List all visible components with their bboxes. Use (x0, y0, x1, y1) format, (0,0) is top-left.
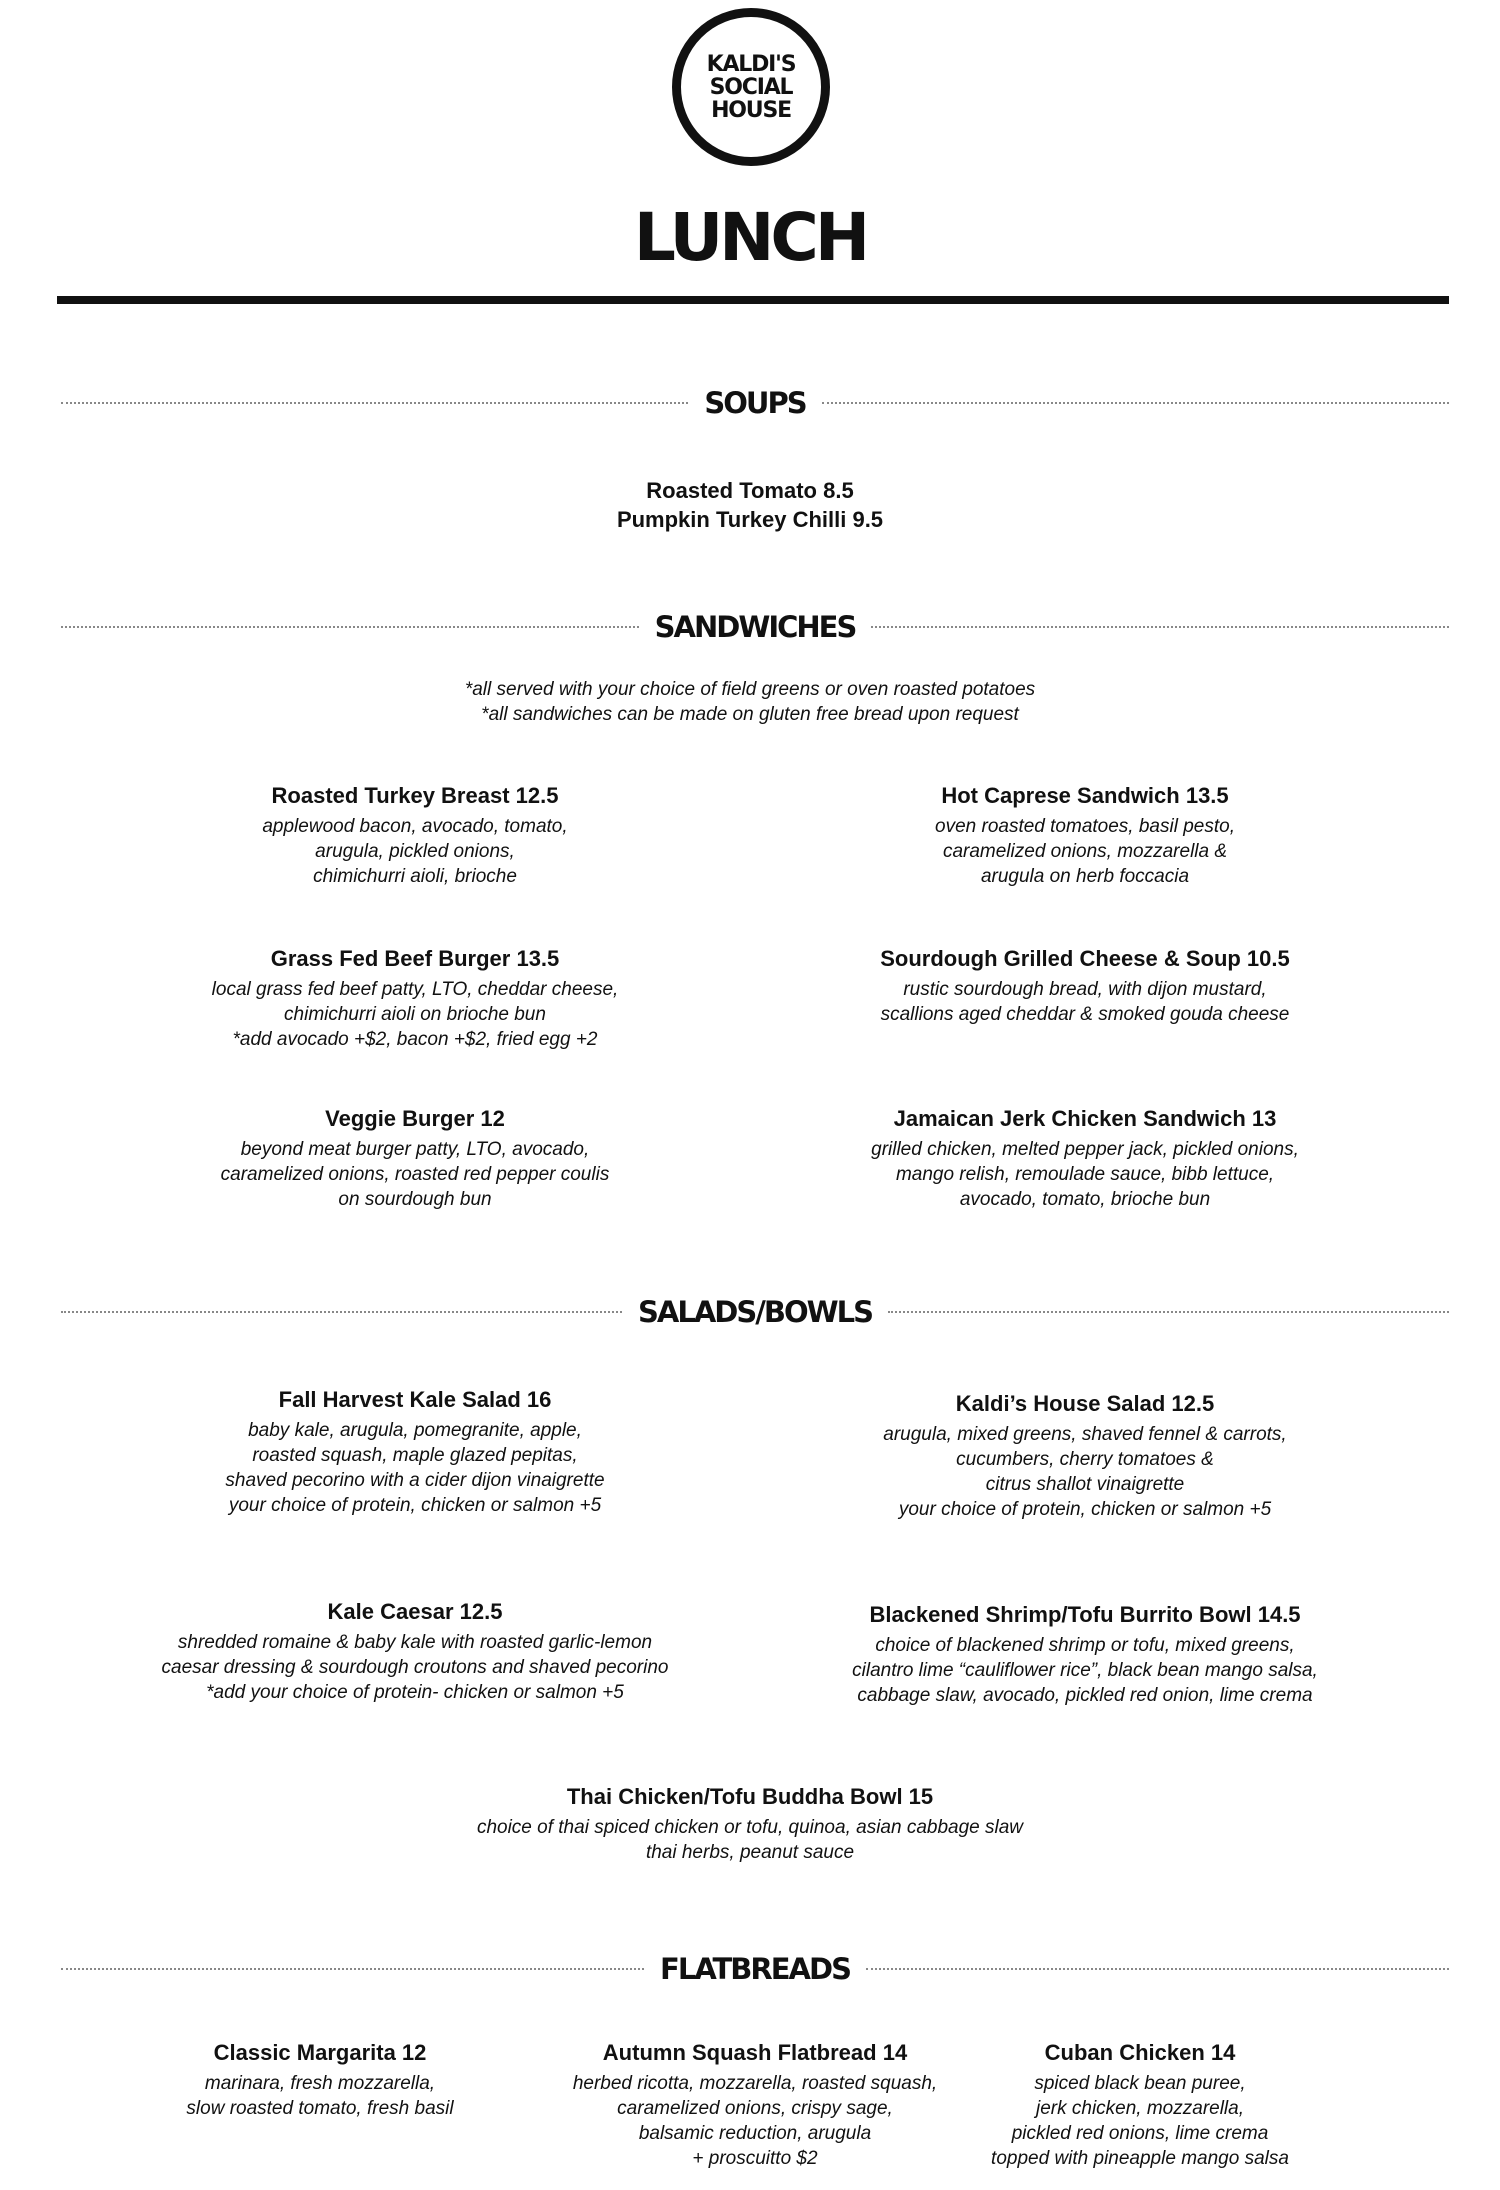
menu-item-name: Veggie Burger 12 (325, 1106, 505, 1131)
menu-item-name: Grass Fed Beef Burger 13.5 (270, 946, 560, 971)
dotted-rule (822, 402, 1449, 404)
menu-item-description: shredded romaine & baby kale with roasted garlic-lemon caesar dressing & sourdough croutons and shaved pecorino *add your choice of protein- chicken or salmon +5 (161, 1632, 669, 1703)
section-title-salads: SALADS/BOWLS (638, 1295, 872, 1329)
menu-item (785, 781, 1385, 889)
page-title: LUNCH (633, 199, 867, 276)
dotted-rule (871, 626, 1449, 628)
menu-item-description: applewood bacon, avocado, tomato, arugula, pickled onions, chimichurri aioli, brioche (262, 816, 568, 887)
dotted-rule (61, 626, 639, 628)
menu-item (560, 2038, 950, 2171)
menu-item (785, 1104, 1385, 1212)
soup-item: Pumpkin Turkey Chilli 9.5 (616, 507, 884, 532)
section-header-sandwiches (61, 607, 1449, 647)
menu-item-name: Roasted Turkey Breast 12.5 (271, 783, 559, 808)
logo-line-2: SOCIAL (709, 74, 793, 100)
dotted-rule (61, 1968, 644, 1970)
menu-item (115, 781, 715, 889)
sandwiches-note: *all served with your choice of field greens or oven roasted potatoes *all sandwiches can be made on gluten free bread upon request (464, 679, 1036, 725)
section-header-salads (61, 1292, 1449, 1332)
restaurant-logo (672, 8, 830, 166)
menu-item-description: arugula, mixed greens, shaved fennel & carrots, cucumbers, cherry tomatoes & citrus shallot vinaigrette your choice of protein, chicken or salmon +5 (883, 1424, 1287, 1520)
menu-item (115, 1597, 715, 1705)
menu-item (980, 2038, 1300, 2171)
menu-item-name: Blackened Shrimp/Tofu Burrito Bowl 14.5 (869, 1602, 1301, 1627)
menu-item-description: oven roasted tomatoes, basil pesto, caramelized onions, mozzarella & arugula on herb foccacia (935, 816, 1235, 887)
menu-item-name: Thai Chicken/Tofu Buddha Bowl 15 (566, 1784, 934, 1809)
menu-item-name: Classic Margarita 12 (213, 2040, 427, 2065)
menu-item-description: rustic sourdough bread, with dijon mustard, scallions aged cheddar & smoked gouda cheese (880, 979, 1290, 1025)
dotted-rule (61, 402, 688, 404)
menu-item-name: Cuban Chicken 14 (1044, 2040, 1236, 2065)
menu-item-description: spiced black bean puree, jerk chicken, mozzarella, pickled red onions, lime crema topped with pineapple mango salsa (991, 2073, 1289, 2169)
menu-item (115, 944, 715, 1052)
menu-item (115, 1104, 715, 1212)
logo-line-3: HOUSE (711, 97, 791, 123)
title-divider (57, 296, 1449, 304)
menu-item-description: marinara, fresh mozzarella, slow roasted tomato, fresh basil (186, 2073, 454, 2119)
menu-item-name: Autumn Squash Flatbread 14 (602, 2040, 908, 2065)
menu-item (785, 1389, 1385, 1522)
menu-item-description: choice of blackened shrimp or tofu, mixed greens, cilantro lime “cauliflower rice”, black bean mango salsa, cabbage slaw, avocado, pickled red onion, lime crema (852, 1635, 1318, 1706)
menu-item-description: grilled chicken, melted pepper jack, pickled onions, mango relish, remoulade sauce, bibb lettuce, avocado, tomato, brioche bun (871, 1139, 1299, 1210)
menu-item-name: Sourdough Grilled Cheese & Soup 10.5 (880, 946, 1290, 971)
logo-line-1: KALDI'S (706, 51, 796, 77)
section-header-soups (61, 383, 1449, 423)
dotted-rule (61, 1311, 622, 1313)
section-title-flatbreads: FLATBREADS (660, 1952, 850, 1986)
section-title-soups: SOUPS (704, 386, 806, 420)
menu-item-name: Hot Caprese Sandwich 13.5 (941, 783, 1229, 808)
menu-item-description: local grass fed beef patty, LTO, cheddar cheese, chimichurri aioli on brioche bun *add avocado +$2, bacon +$2, fried egg +2 (211, 979, 619, 1050)
menu-item-name: Kaldi’s House Salad 12.5 (955, 1391, 1215, 1416)
section-header-flatbreads (61, 1949, 1449, 1989)
menu-item-name: Kale Caesar 12.5 (327, 1599, 503, 1624)
menu-item (400, 1782, 1100, 1865)
soup-item: Roasted Tomato 8.5 (646, 478, 854, 503)
menu-item (785, 944, 1385, 1027)
menu-item-description: beyond meat burger patty, LTO, avocado, caramelized onions, roasted red pepper coulis on sourdough bun (220, 1139, 610, 1210)
menu-item-description: baby kale, arugula, pomegranite, apple, roasted squash, maple glazed pepitas, shaved pecorino with a cider dijon vinaigrette your choice of protein, chicken or salmon +5 (225, 1420, 605, 1516)
menu-item (160, 2038, 480, 2121)
menu-item-name: Jamaican Jerk Chicken Sandwich 13 (893, 1106, 1277, 1131)
dotted-rule (866, 1968, 1449, 1970)
menu-item-description: choice of thai spiced chicken or tofu, quinoa, asian cabbage slaw thai herbs, peanut sauce (476, 1817, 1024, 1863)
menu-item-description: herbed ricotta, mozzarella, roasted squash, caramelized onions, crispy sage, balsamic reduction, arugula + proscuitto $2 (572, 2073, 938, 2169)
menu-item (785, 1600, 1385, 1708)
soup-list (0, 476, 1500, 534)
menu-item (115, 1385, 715, 1518)
menu-item-name: Fall Harvest Kale Salad 16 (278, 1387, 552, 1412)
dotted-rule (888, 1311, 1449, 1313)
section-title-sandwiches: SANDWICHES (654, 610, 856, 644)
